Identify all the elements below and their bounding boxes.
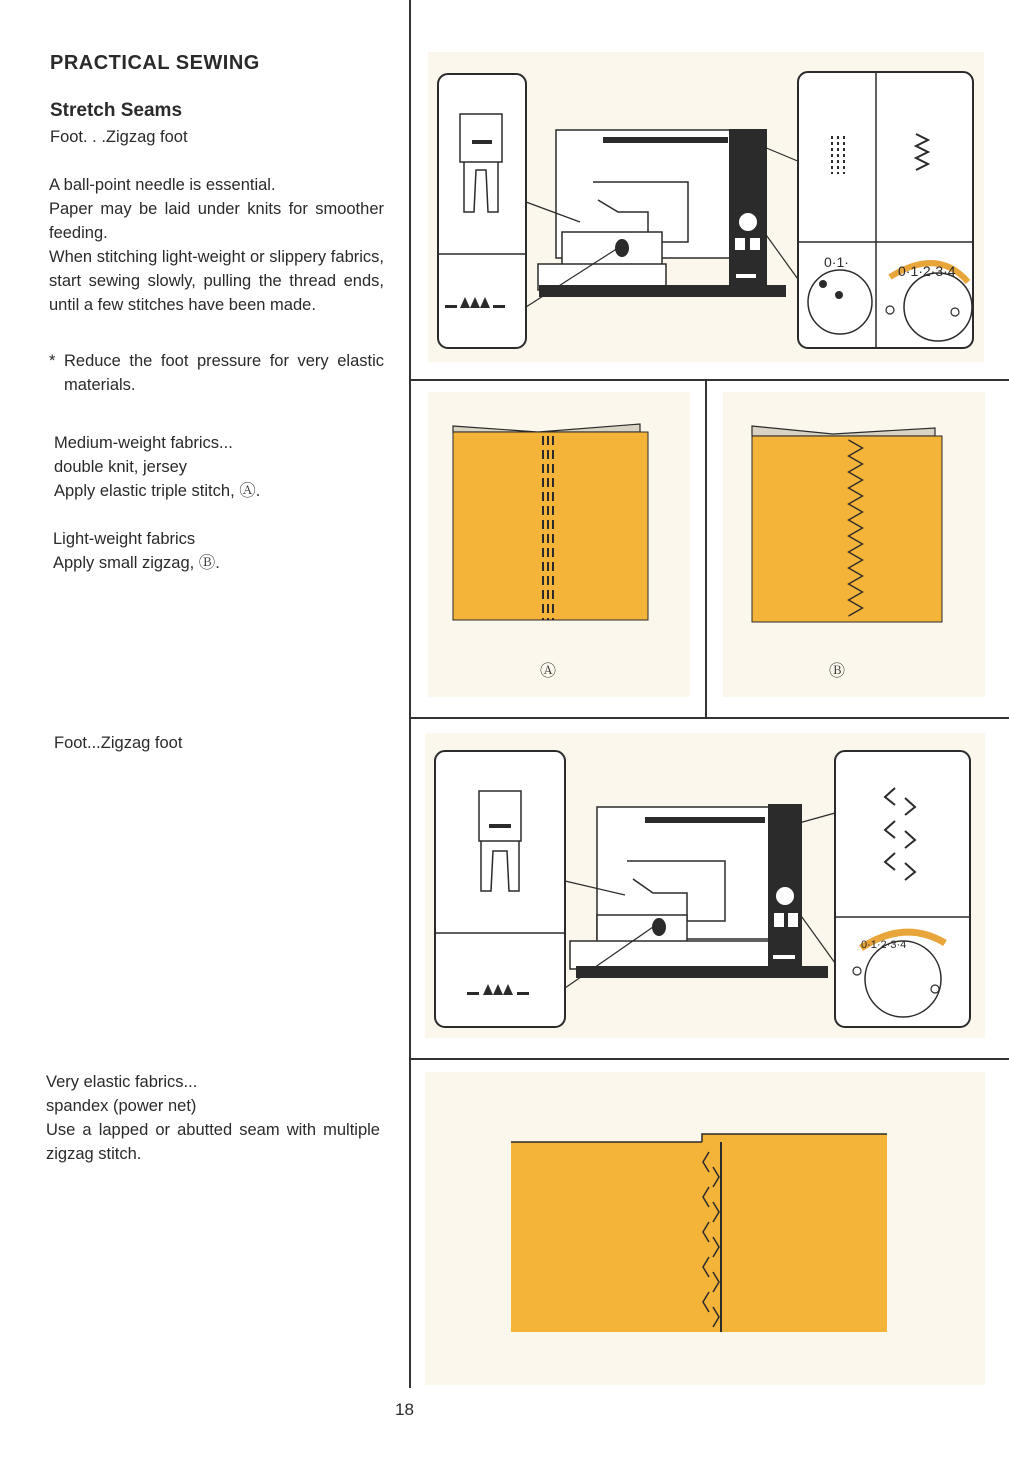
foot-pressure-note: * Reduce the foot pressure for very elastic materials.: [49, 352, 384, 394]
divider-2: [409, 717, 1009, 719]
intro-stitching: When stitching light-weight or slippery fabrics, start sewing slowly, pulling the thread ends, until a few stitches have been made.: [49, 248, 384, 314]
medium-weight-line2: double knit, jersey: [54, 458, 187, 476]
fabric-a-illustration: [428, 392, 690, 697]
elastic-line2: spandex (power net): [46, 1097, 197, 1115]
foot-line-2: Foot...Zigzag foot: [54, 734, 183, 752]
light-weight-line2: Apply small zigzag, Ⓑ.: [53, 554, 220, 572]
elastic-line3: Use a lapped or abutted seam with multiple zigzag stitch.: [46, 1121, 380, 1163]
label-b: Ⓑ: [829, 663, 846, 680]
divider-1: [409, 379, 1009, 381]
figure-machine-bottom: [425, 733, 985, 1038]
figure-lapped-seam: [425, 1072, 985, 1385]
figure-fabric-b: [723, 392, 985, 697]
page-number: 18: [395, 1400, 414, 1419]
foot-line: Foot. . .Zigzag foot: [50, 128, 188, 146]
dial-large-label: 0·1·2·3·4: [898, 263, 956, 279]
dial-bottom-label: 0·1·2·3·4: [861, 939, 907, 951]
figure-machine-top: [428, 52, 984, 362]
intro-needle: A ball-point needle is essential.: [49, 176, 276, 194]
elastic-line1: Very elastic fabrics...: [46, 1073, 198, 1091]
label-a: Ⓐ: [540, 663, 557, 680]
figure-fabric-a: [428, 392, 690, 697]
medium-weight-line3: Apply elastic triple stitch, Ⓐ.: [54, 482, 261, 500]
intro-paper: Paper may be laid under knits for smoother feeding.: [49, 200, 384, 242]
column-divider: [409, 0, 411, 1388]
divider-ab: [705, 379, 707, 718]
light-weight-line1: Light-weight fabrics: [53, 530, 196, 548]
fabric-b-illustration: [723, 392, 985, 697]
section-subtitle: Stretch Seams: [50, 100, 183, 121]
page-title: PRACTICAL SEWING: [50, 52, 260, 74]
lapped-seam-illustration: [425, 1072, 985, 1385]
machine-illustration-bottom: [425, 733, 985, 1038]
medium-weight-line1: Medium-weight fabrics...: [54, 434, 233, 452]
divider-3: [409, 1058, 1009, 1060]
dial-small-label: 0·1·: [824, 254, 849, 270]
machine-illustration-top: [428, 52, 984, 362]
